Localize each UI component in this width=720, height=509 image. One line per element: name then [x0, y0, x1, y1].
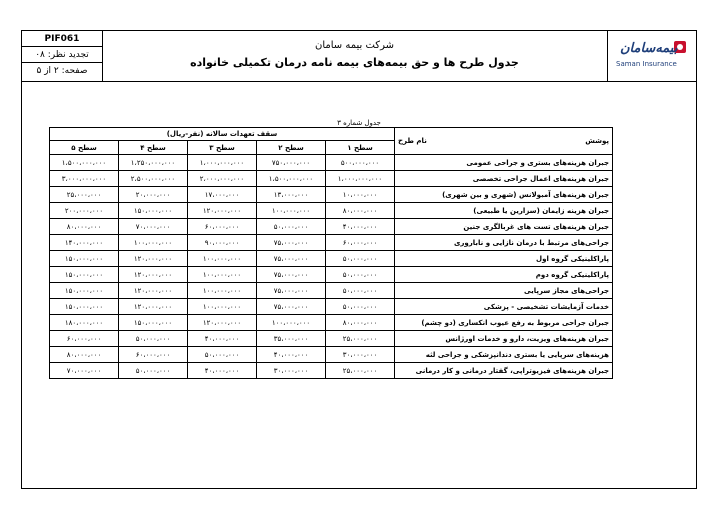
limit-cell: ۲۵،۰۰۰،۰۰۰	[326, 331, 395, 347]
limit-cell: ۷۵۰،۰۰۰،۰۰۰	[257, 155, 326, 171]
limit-cell: ۵۰۰،۰۰۰،۰۰۰	[326, 155, 395, 171]
level-header: سطح ۱	[326, 141, 395, 155]
coverage-name: جبران هزینه‌های آمبولانس (شهری و بین شهری)	[395, 187, 613, 203]
coverage-name: جبران هزینه‌های تست های غربالگری جنین	[395, 219, 613, 235]
coverage-name: جراحی‌های مجاز سرپایی	[395, 283, 613, 299]
coverage-name: جبران هزینه‌های فیزیوتراپی، گفتار درمانی و کار درمانی	[395, 363, 613, 379]
limit-cell: ۸۰،۰۰۰،۰۰۰	[326, 315, 395, 331]
coverage-table	[49, 127, 613, 379]
limit-cell: ۲۵،۰۰۰،۰۰۰	[50, 187, 119, 203]
limit-cell: ۹۰،۰۰۰،۰۰۰	[188, 235, 257, 251]
limit-cell: ۵۰،۰۰۰،۰۰۰	[257, 219, 326, 235]
table-row	[50, 251, 613, 267]
limit-cell: ۱،۲۵۰،۰۰۰،۰۰۰	[119, 155, 188, 171]
limit-cell: ۱۰۰،۰۰۰،۰۰۰	[188, 299, 257, 315]
limit-cell: ۸۰،۰۰۰،۰۰۰	[326, 203, 395, 219]
level-header: سطح ۲	[257, 141, 326, 155]
coverage-name: جبران هزینه‌های ویزیت، دارو و خدمات اورژانس	[395, 331, 613, 347]
table-row	[50, 155, 613, 171]
doc-code: PIF061	[22, 31, 102, 47]
limit-cell: ۲۵،۰۰۰،۰۰۰	[326, 363, 395, 379]
company-name: شرکت بیمه سامان	[315, 40, 394, 51]
limit-cell: ۱۴۰،۰۰۰،۰۰۰	[50, 235, 119, 251]
limit-cell: ۳،۰۰۰،۰۰۰،۰۰۰	[50, 171, 119, 187]
table-row	[50, 203, 613, 219]
coverage-name: جبران هزینه‌های اعمال جراحی تخصصی	[395, 171, 613, 187]
limit-cell: ۷۵،۰۰۰،۰۰۰	[257, 283, 326, 299]
coverage-name: جبران جراحی مربوط به رفع عیوب انکساری (دو چشم)	[395, 315, 613, 331]
limit-cell: ۱۰۰،۰۰۰،۰۰۰	[188, 283, 257, 299]
logo-text-en: Saman Insurance	[616, 60, 677, 68]
limit-cell: ۷۵،۰۰۰،۰۰۰	[257, 299, 326, 315]
coverage-name: هزینه‌های سرپایی یا بستری دندانپزشکی و جراحی لثه	[395, 347, 613, 363]
table-row	[50, 299, 613, 315]
limit-cell: ۷۰،۰۰۰،۰۰۰	[119, 219, 188, 235]
level-header: سطح ۳	[188, 141, 257, 155]
col-plan-label: نام طرح	[398, 137, 427, 145]
limit-cell: ۲۰،۰۰۰،۰۰۰	[119, 187, 188, 203]
doc-meta-box	[22, 31, 103, 81]
saman-logo	[608, 31, 696, 81]
limit-cell: ۴۰،۰۰۰،۰۰۰	[188, 331, 257, 347]
table-row	[50, 219, 613, 235]
logo-text-fa: بیمه‌سامان	[620, 41, 678, 56]
limit-cell: ۷۵،۰۰۰،۰۰۰	[257, 235, 326, 251]
limit-cell: ۸۰،۰۰۰،۰۰۰	[50, 219, 119, 235]
limit-cell: ۴۰،۰۰۰،۰۰۰	[188, 363, 257, 379]
table-row	[50, 187, 613, 203]
coverage-name: جراحی‌های مرتبط با درمان نازایی و ناباروری	[395, 235, 613, 251]
limit-cell: ۱۰،۰۰۰،۰۰۰	[326, 187, 395, 203]
limit-cell: ۵۰،۰۰۰،۰۰۰	[119, 331, 188, 347]
limit-cell: ۵۰،۰۰۰،۰۰۰	[188, 347, 257, 363]
limit-cell: ۳۵،۰۰۰،۰۰۰	[257, 331, 326, 347]
limit-cell: ۶۰،۰۰۰،۰۰۰	[50, 331, 119, 347]
doc-page: صفحه: ۲ از ۵	[36, 66, 88, 76]
document-header	[22, 31, 696, 82]
limit-cell: ۱۳،۰۰۰،۰۰۰	[257, 187, 326, 203]
table-caption: جدول شماره ۳	[337, 119, 381, 127]
limit-cell: ۱۷،۰۰۰،۰۰۰	[188, 187, 257, 203]
limit-cell: ۶۰،۰۰۰،۰۰۰	[119, 347, 188, 363]
limit-cell: ۳۰،۰۰۰،۰۰۰	[257, 363, 326, 379]
limit-cell: ۱۵۰،۰۰۰،۰۰۰	[119, 315, 188, 331]
limit-cell: ۱،۵۰۰،۰۰۰،۰۰۰	[257, 171, 326, 187]
limit-cell: ۱۸۰،۰۰۰،۰۰۰	[50, 315, 119, 331]
limit-cell: ۱،۰۰۰،۰۰۰،۰۰۰	[188, 155, 257, 171]
limit-cell: ۱۲۰،۰۰۰،۰۰۰	[119, 299, 188, 315]
limit-cell: ۱،۰۰۰،۰۰۰،۰۰۰	[326, 171, 395, 187]
title-box	[102, 31, 608, 81]
table-row	[50, 171, 613, 187]
limit-cell: ۷۵،۰۰۰،۰۰۰	[257, 267, 326, 283]
limit-cell: ۵۰،۰۰۰،۰۰۰	[326, 267, 395, 283]
coverage-name: خدمات آزمایشات تشخیصی - پزشکی	[395, 299, 613, 315]
col-coverage-label: پوشش	[585, 137, 609, 145]
coverage-header	[395, 128, 613, 155]
limit-cell: ۱۲۰،۰۰۰،۰۰۰	[119, 283, 188, 299]
limit-cell: ۲،۰۰۰،۰۰۰،۰۰۰	[188, 171, 257, 187]
table-row	[50, 235, 613, 251]
limit-cell: ۱۰۰،۰۰۰،۰۰۰	[257, 315, 326, 331]
level-header: سطح ۴	[119, 141, 188, 155]
coverage-name: پاراکلینیکی گروه دوم	[395, 267, 613, 283]
coverage-name: جبران هزینه زایمان (سزارین یا طبیعی)	[395, 203, 613, 219]
limit-cell: ۲۰۰،۰۰۰،۰۰۰	[50, 203, 119, 219]
limit-cell: ۳۰،۰۰۰،۰۰۰	[326, 347, 395, 363]
limit-cell: ۱۵۰،۰۰۰،۰۰۰	[50, 283, 119, 299]
limit-cell: ۱۵۰،۰۰۰،۰۰۰	[119, 203, 188, 219]
limit-cell: ۴۰،۰۰۰،۰۰۰	[326, 219, 395, 235]
group-header: سقف تعهدات سالانه (نفر-ریال)	[50, 128, 395, 141]
limit-cell: ۱،۵۰۰،۰۰۰،۰۰۰	[50, 155, 119, 171]
coverage-name: جبران هزینه‌های بستری و جراحی عمومی	[395, 155, 613, 171]
limit-cell: ۵۰،۰۰۰،۰۰۰	[326, 299, 395, 315]
table-row	[50, 315, 613, 331]
limit-cell: ۱۵۰،۰۰۰،۰۰۰	[50, 251, 119, 267]
limit-cell: ۱۰۰،۰۰۰،۰۰۰	[188, 251, 257, 267]
limit-cell: ۴۰،۰۰۰،۰۰۰	[257, 347, 326, 363]
limit-cell: ۵۰،۰۰۰،۰۰۰	[326, 283, 395, 299]
limit-cell: ۸۰،۰۰۰،۰۰۰	[50, 347, 119, 363]
coverage-name: پاراکلینیکی گروه اول	[395, 251, 613, 267]
limit-cell: ۱۲۰،۰۰۰،۰۰۰	[119, 267, 188, 283]
limit-cell: ۷۰،۰۰۰،۰۰۰	[50, 363, 119, 379]
limit-cell: ۲،۵۰۰،۰۰۰،۰۰۰	[119, 171, 188, 187]
limit-cell: ۷۵،۰۰۰،۰۰۰	[257, 251, 326, 267]
table-row	[50, 267, 613, 283]
limit-cell: ۱۰۰،۰۰۰،۰۰۰	[119, 235, 188, 251]
limit-cell: ۵۰،۰۰۰،۰۰۰	[326, 251, 395, 267]
limit-cell: ۱۰۰،۰۰۰،۰۰۰	[257, 203, 326, 219]
limit-cell: ۱۰۰،۰۰۰،۰۰۰	[188, 267, 257, 283]
limit-cell: ۱۵۰،۰۰۰،۰۰۰	[50, 267, 119, 283]
limit-cell: ۵۰،۰۰۰،۰۰۰	[119, 363, 188, 379]
table-row	[50, 347, 613, 363]
doc-revision: تجدید نظر: ۰۸	[22, 47, 102, 63]
doc-title: جدول طرح ها و حق بیمه‌های بیمه نامه درمان تکمیلی خانواده	[190, 56, 519, 69]
limit-cell: ۱۲۰،۰۰۰،۰۰۰	[188, 315, 257, 331]
limit-cell: ۱۲۰،۰۰۰،۰۰۰	[188, 203, 257, 219]
table-row	[50, 283, 613, 299]
limit-cell: ۶۰،۰۰۰،۰۰۰	[188, 219, 257, 235]
document-frame	[21, 30, 697, 489]
limit-cell: ۱۲۰،۰۰۰،۰۰۰	[119, 251, 188, 267]
table-row	[50, 363, 613, 379]
table-row	[50, 331, 613, 347]
limit-cell: ۱۵۰،۰۰۰،۰۰۰	[50, 299, 119, 315]
limit-cell: ۶۰،۰۰۰،۰۰۰	[326, 235, 395, 251]
level-header: سطح ۵	[50, 141, 119, 155]
